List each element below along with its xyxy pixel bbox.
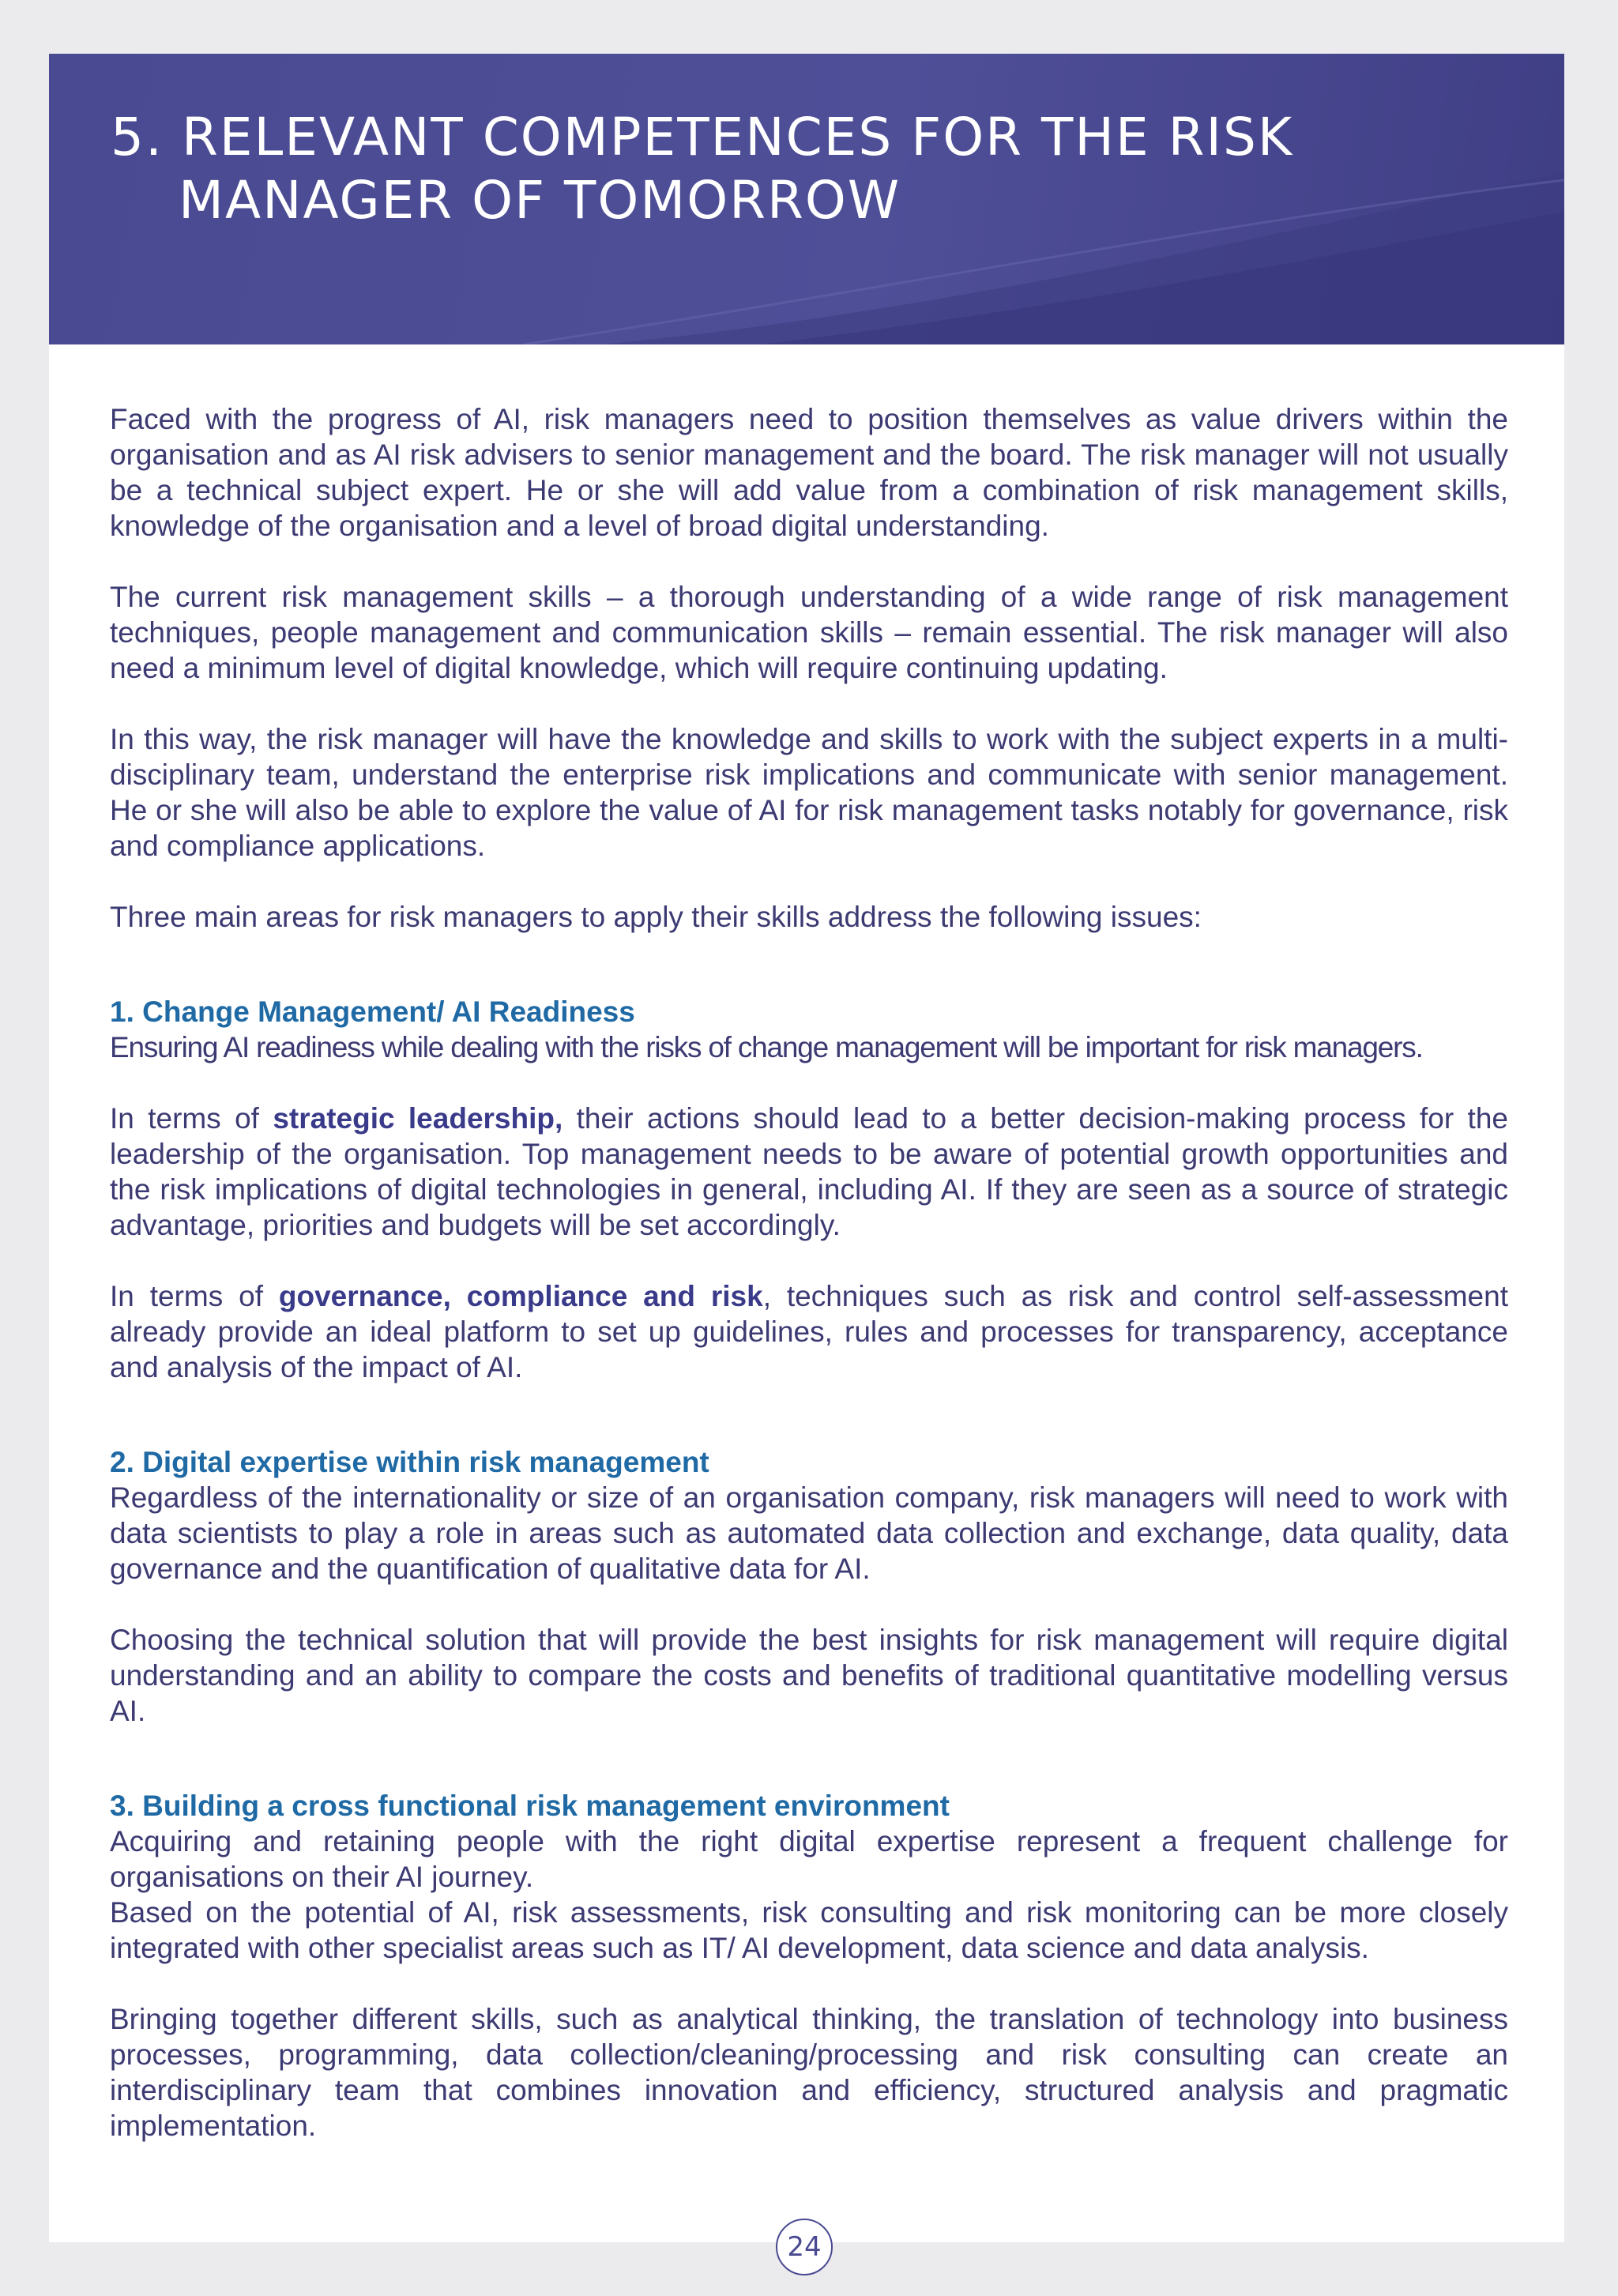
section-2-paragraph-1: Regardless of the internationality or size of an organisation company, risk managers will need to work with data scientists to play a role in areas such as automated data collection and exchange, data quality, data governance and the quantification of qualitative data for AI. [110, 1481, 1508, 1585]
document-page [49, 54, 1564, 2242]
page-title-line2: MANAGER OF TOMORROW [179, 170, 901, 231]
section-1-paragraph-2: In terms of strategic leadership, their actions should lead to a better decision-making process for the leadership of the organisation. Top management needs to be aware of potential growth opportunities and the risk implications of digital technologies in general, including AI. If they are seen as a source of strategic advantage, priorities and budgets will be set accordingly. [110, 1102, 1508, 1241]
intro-paragraph-2: The current risk management skills – a thorough understanding of a wide range of risk management techniques, people management and communication skills – remain essential. The risk manager will also need a minimum level of digital knowledge, which will require continuing updating. [110, 581, 1508, 684]
section-3-heading: 3. Building a cross functional risk management environment [110, 1790, 950, 1822]
section-1-paragraph-1: Ensuring AI readiness while dealing with the risks of change management will be important for risk managers. [110, 1031, 1423, 1063]
page-title-line1: 5. RELEVANT COMPETENCES FOR THE RISK [111, 107, 1294, 167]
section-3-paragraph-3: Bringing together different skills, such as analytical thinking, the translation of technology into business processes, programming, data collection/cleaning/processing and risk consulting can create an interdisciplinary team that combines innovation and efficiency, structured analysis and pragmatic implementation. [110, 2003, 1508, 2142]
page-number: 24 [776, 2219, 833, 2275]
emphasis-strategic-leadership: strategic leadership, [273, 1102, 563, 1135]
section-2-heading: 2. Digital expertise within risk management [110, 1446, 709, 1478]
section-1-paragraph-3: In terms of governance, compliance and risk, techniques such as risk and control self-assessment already provide an ideal platform to set up guidelines, rules and processes for transparency, acceptance and analysis of the impact of AI. [110, 1280, 1508, 1383]
intro-paragraph-4: Three main areas for risk managers to apply their skills address the following issues: [110, 901, 1202, 933]
page-title [111, 106, 1293, 232]
section-2-paragraph-2: Choosing the technical solution that will provide the best insights for risk management will require digital understanding and an ability to compare the costs and benefits of traditional quantitative modelling versus AI. [110, 1624, 1508, 1727]
intro-paragraph-3: In this way, the risk manager will have the knowledge and skills to work with the subject experts in a multi-disciplinary team, understand the enterprise risk implications and communicate with senior management. He or she will also be able to explore the value of AI for risk management tasks notably for governance, risk and compliance applications. [110, 723, 1508, 862]
section-1-heading: 1. Change Management/ AI Readiness [110, 996, 635, 1028]
section-3-paragraph-1: Acquiring and retaining people with the right digital expertise represent a frequent challenge for organisations on their AI journey. [110, 1825, 1508, 1893]
main-content [110, 401, 1508, 2144]
emphasis-governance-compliance-risk: governance, compliance and risk [278, 1280, 763, 1312]
title-banner [49, 54, 1564, 344]
intro-paragraph-1: Faced with the progress of AI, risk managers need to position themselves as value drivers within the organisation and as AI risk advisers to senior management and the board. The risk manager will not usually be a technical subject expert. He or she will add value from a combination of risk management skills, knowledge of the organisation and a level of broad digital understanding. [110, 403, 1508, 542]
section-3-paragraph-2: Based on the potential of AI, risk assessments, risk consulting and risk monitoring can be more closely integrated with other specialist areas such as IT/ AI development, data science and data analysis. [110, 1896, 1508, 1964]
